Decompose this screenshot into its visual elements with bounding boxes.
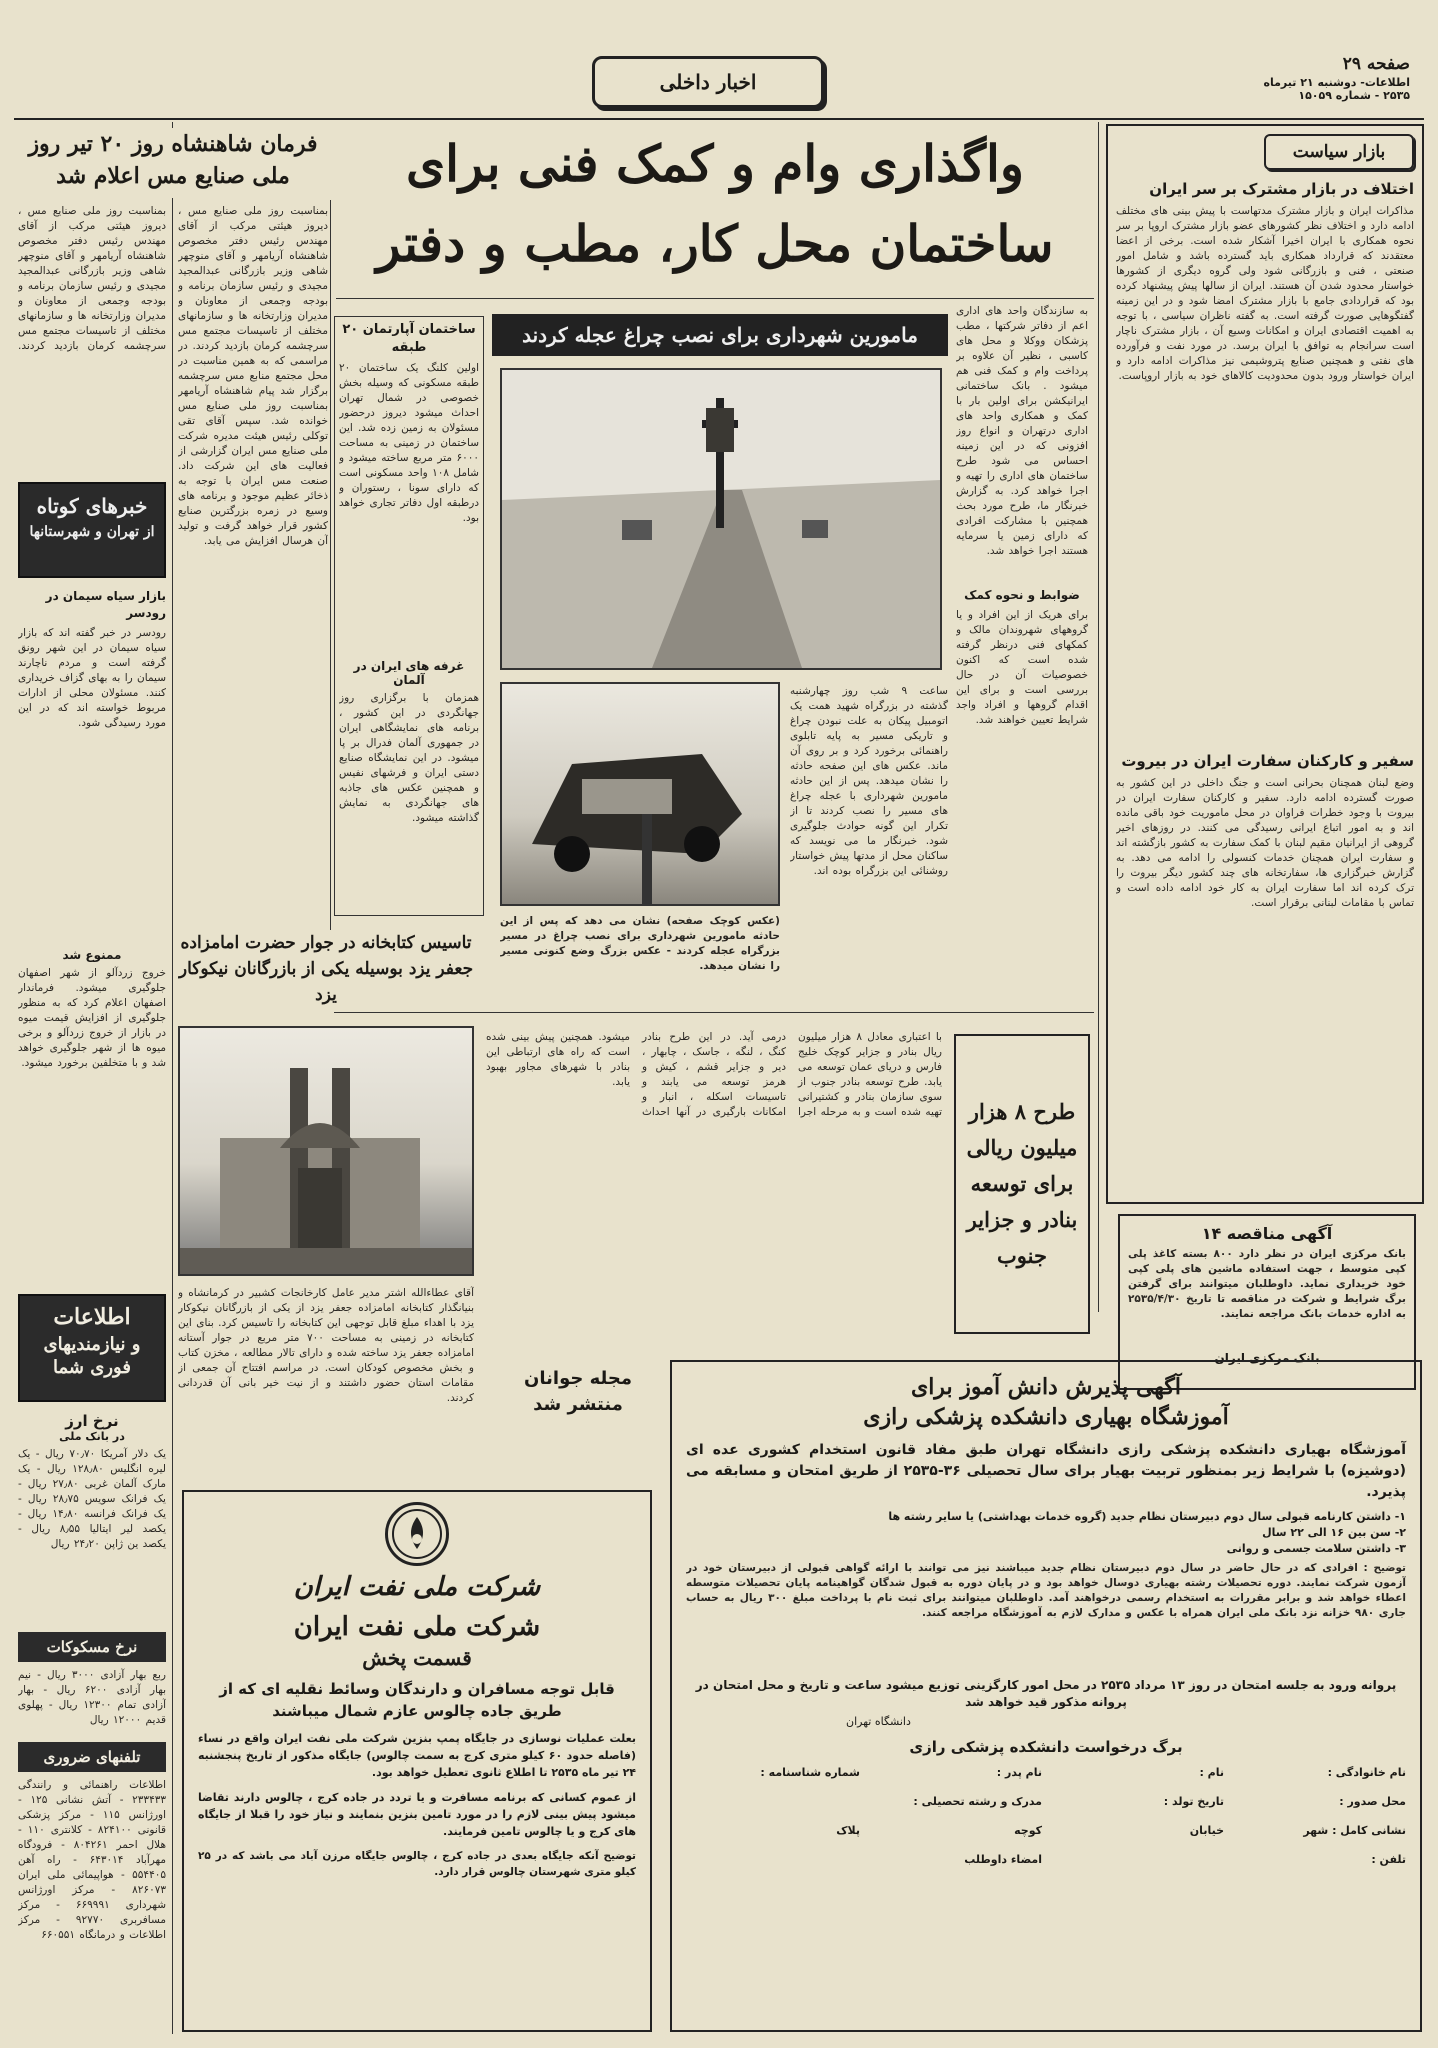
ports-title-box bbox=[954, 1034, 1090, 1334]
ports-title: طرح ۸ هزار میلیون ریالی برای توسعه بنادر و جزایر جنوب bbox=[966, 1099, 1078, 1268]
oil-company-script: شرکت ملی نفت ایران bbox=[293, 1572, 541, 1602]
market-title: اختلاف در بازار مشترک بر سر ایران bbox=[1149, 180, 1414, 198]
tender-body: بانک مرکزی ایران در نظر دارد ۸۰۰ بسته کاغذ پلی کپی متوسط ، جهت استفاده ماشین های پلی کپی خود خریداری نماید. داوطلبان میتوانند برای گرفتن برگ شرایط و شرکت در مناقصه تا تاریخ ۲۵۳۵/۴/۳۰ به اداره خدمات بانک مراجعه نمایند. bbox=[1128, 1248, 1406, 1320]
highway-photo bbox=[500, 368, 942, 670]
lamp-story-body: ساعت ۹ شب روز چهارشنبه گذشته در بزرگراه شهید همت یک اتومبیل پیکان به علت نبودن چراغ و تاریکی مسیر به پایه تابلوی راهنمائی برخورد کرد و بر روی آن ماند. عکس های این صفحه حادثه را نشان میدهد. پس از این حادثه مامورین شهرداری با عجله چراغ های مسیر را نصب کردند تا از تکرار این گونه حوادث جلوگیری شود. خبرنگار ما می نویسد که ساکنان محل از مدتها پیش خواستار روشنائی این بزرگراه بوده اند. bbox=[790, 685, 948, 877]
classifieds-line-3: فوری شما bbox=[53, 1357, 131, 1378]
form-field-alley: کوچه bbox=[1014, 1824, 1042, 1837]
short-news-item-title: ممنوع شد bbox=[62, 948, 122, 962]
form-field-name: نام : bbox=[1199, 1766, 1224, 1779]
lead-headline-line-2: ساختمان محل کار، مطب و دفتر bbox=[376, 214, 1054, 273]
admission-ad bbox=[670, 1360, 1422, 2032]
lead-sub-body: برای هریک از این افراد و یا گروههای شهروندان مالک و کمکهای فنی درنظر گرفته شده است که اکنون خصوصیات آن در حال بررسی است و برای این اقدام گروهها و افراد واجد شرایط تعیین خواهند شد. bbox=[956, 609, 1088, 726]
short-news-item-1 bbox=[18, 588, 166, 956]
page-number-block bbox=[1250, 54, 1410, 102]
beirut-title: سفیر و کارکنان سفارت ایران در بیروت bbox=[1121, 752, 1414, 770]
lead-body: به سازندگان واحد های اداری اعم از دفاتر شرکتها ، مطب پزشکان ووکلا و محل های کاسبی ، نظیر آن علاوه بر پرداخت وام و کمک فنی هم میشود . بانک ساختمانی ایرانیکشن برای اولین بار با کمک و همکاری واحد های اداری درتهران و انواع روز افزونی که در این زمینه احساس می شود طرح ساختمان های اداری را تهیه و اجرا خواهد کرد. به گزارش خبرنگار ما، طرح مورد بحث همچنین با مشارکت افرادی که دارای زمین یا سرمایه هستند اجرا خواهد شد. bbox=[956, 305, 1088, 557]
short-news-banner bbox=[18, 482, 166, 578]
currency-subtitle: در بانک ملی bbox=[59, 1430, 125, 1443]
lead-headline bbox=[340, 124, 1090, 294]
page-label: صفحه ۲۹ bbox=[1342, 54, 1410, 74]
market-politics bbox=[1106, 124, 1424, 1204]
classifieds-line-1: اطلاعات bbox=[53, 1304, 131, 1330]
form-field-id-number: شماره شناسنامه : bbox=[760, 1766, 860, 1779]
form-field-plate: پلاک bbox=[836, 1824, 860, 1837]
currency-block bbox=[18, 1412, 166, 1643]
admission-conditions bbox=[686, 1509, 1406, 1557]
oil-title: شرکت ملی نفت ایران bbox=[293, 1612, 541, 1642]
highway-illustration bbox=[502, 370, 940, 668]
flame-logo-icon bbox=[388, 1505, 446, 1563]
form-field-phone: تلفن : bbox=[1371, 1853, 1406, 1866]
phones-banner bbox=[18, 1742, 166, 1772]
form-field-birth-date: تاریخ تولد : bbox=[1163, 1795, 1224, 1808]
apartment-sub-body: همزمان با برگزاری روز جهانگردی در این کشور ، برنامه های نمایشگاهی ایران در جمهوری آلمان فدرال بر پا میشود. در این نمایشگاه صنایع دستی ایران و فرشهای نفیس و همچنین عکس های جاذبه های جهانگردی به نمایش گذاشته میشود. bbox=[339, 692, 479, 824]
phones-title: تلفنهای ضروری bbox=[43, 1748, 141, 1766]
ports-body: با اعتباری معادل ۸ هزار میلیون ریال بنادر و جزایر کوچک خلیج فارس و دریای عمان توسعه می یابد. طرح توسعه بنادر جنوب از سوی سازمان بنادر و کشتیرانی تهیه شده است و به مرحله اجرا درمی آید. در این طرح بنادر کنگ ، لنگه ، جاسک ، چابهار ، دیر و جزایر قشم ، کیش و هرمز توسعه می یابند و تاسیسات اسکله ، انبار و امکانات بارگیری در آنها احداث میشود. همچنین پیش بینی شده است که راه های ارتباطی این بنادر با شهرهای مجاور بهبود یابد. bbox=[486, 1031, 942, 1118]
copper-decree-headline: فرمان شاهنشاه روز ۲۰ تیر روز ملی صنایع مس اعلام شد bbox=[18, 128, 328, 198]
short-news-item-body: رودسر در خبر گفته اند که بازار سیاه سیمان در این شهر رونق گرفته است و مردم ناچارند سیمان را به بهای گزاف خریداری کنند. مسئولان محلی از ادارات مربوط خواسته اند که در این مورد رسیدگی شود. bbox=[18, 627, 166, 729]
phones-body: اطلاعات راهنمائی و رانندگی ۲۳۳۴۳۳ - آتش نشانی ۱۲۵ - اورژانس ۱۱۵ - مرکز پزشکی قانونی ۸۲۴۱۰۰ - کلانتری ۱۱۰ - هلال احمر ۸۰۴۲۶۱ - فرودگاه مهرآباد ۶۴۳۰۱۴ - راه آهن ۵۵۴۴۰۵ - هواپیمائی ملی ایران ۸۲۶۰۷۳ - مرکز اورژانس شهرداری ۶۶۹۹۹۱ - مرکز مسافربری ۹۲۷۷۰ - مرکز اطلاعات و درمانگاه ۶۶۰۵۵۱ bbox=[18, 1779, 166, 1941]
tender-signature: بانک مرکزی ایران bbox=[1214, 1351, 1320, 1365]
form-field-street: خیابان bbox=[1189, 1824, 1224, 1837]
form-field-signature: امضاء داوطلب bbox=[964, 1853, 1042, 1866]
admission-form-title: برگ درخواست دانشکده پزشکی رازی bbox=[909, 1738, 1183, 1756]
left-column bbox=[18, 122, 166, 2032]
market-section-box bbox=[1264, 134, 1414, 170]
short-news-banner-line-2: از تهران و شهرستانها bbox=[29, 524, 155, 540]
currency-body: یک دلار آمریکا ۷۰٫۷۰ ریال - یک لیره انگلیس ۱۲۸٫۸۰ ریال - یک مارک آلمان غربی ۲۷٫۸۰ ریال - یک فرانک سویس ۲۸٫۷۵ ریال - یک فرانک فرانسه ۱۴٫۸۰ ریال - یکصد لیر ایتالیا ۸٫۵۵ ریال - یکصد ین ژاپن ۲۴٫۲۰ ریال bbox=[18, 1448, 166, 1550]
form-field-father: نام پدر : bbox=[996, 1766, 1042, 1779]
page-header bbox=[18, 14, 1420, 114]
admission-exam-note: پروانه ورود به جلسه امتحان در روز ۱۳ مرداد ۲۵۳۵ در محل امور کارگزینی توزیع میشود ساعت و تاریخ و محل امتحان در پروانه مذکور قید خواهد شد bbox=[695, 1678, 1397, 1709]
apartment-story bbox=[334, 316, 484, 916]
tender-title: آگهی مناقصه ۱۴ bbox=[1201, 1224, 1333, 1243]
lead-headline-line-1: واگذاری وام و کمک فنی برای bbox=[405, 134, 1025, 193]
admission-condition: ۲- سن بین ۱۶ الی ۲۲ سال bbox=[1262, 1526, 1406, 1539]
copper-decree-body-col-1: بمناسبت روز ملی صنایع مس ، دیروز هیئتی مرکب از آقای مهندس رئیس دفتر مخصوص شاهنشاه آریامهر و آقای منوچهر شاهی وزیر بازرگانی عبدالمجید مجیدی و رئیس سازمان برنامه و بودجه وجمعی از معاونان و مدیران وزارتخانه ها و سازمانهای مختلف از تاسیسات مجتمع مس سرچشمه کرمان بازدید کردند. bbox=[18, 205, 166, 352]
library-body: آقای عطاءالله اشتر مدیر عامل کارخانجات کشبیر در کرمانشاه و بنیانگذار کتابخانه امامزاده جعفر یزد از یکی از بازرگانان نیکوکار یزد با اهداء مبلغ قابل توجهی این کتابخانه را تاسیس کرد. بنای این کتابخانه در زمینی به مساحت ۷۰۰ متر مربع در جوار آستانه امامزاده جعفر یزد ساخته شده و دارای تالار مطالعه ، مخزن کتاب و بخش مخصوص کودکان است. در مراسم افتتاح آن جمعی از مقامات استان حضور داشتند و از نیت خیر بانی آن قدردانی کردند. bbox=[178, 1287, 474, 1404]
apartment-body: اولین کلنگ یک ساختمان ۲۰ طبقه مسکونی که وسیله بخش خصوصی در شمال تهران احداث میشود دیروز درحضور مسئولان به زمین زده شد. این ساختمان در زمینی به مساحت ۶۰۰۰ متر مربع ساخته میشود و شامل ۱۰۸ واحد مسکونی است که دارای سونا ، رستوران و درطبقه اول دفاتر تجاری خواهد بود. bbox=[339, 362, 479, 524]
form-field-issue-place: محل صدور : bbox=[1339, 1795, 1406, 1808]
mosque-illustration bbox=[180, 1028, 472, 1274]
crashed-car-photo bbox=[500, 682, 780, 906]
short-news-banner-line-1: خبرهای کوتاه bbox=[36, 494, 148, 518]
admission-title-2: آموزشگاه بهیاری دانشکده پزشکی رازی bbox=[863, 1404, 1229, 1430]
oil-ad bbox=[182, 1490, 652, 2032]
oil-body: بعلت عملیات نوسازی در جایگاه پمپ بنزین شرکت ملی نفت ایران واقع در نساء (فاصله حدود ۶۰ کیلو متری کرج به سمت چالوس) جایگاه مذکور از تاریخ پنجشنبه ۲۴ تیر ماه ۲۵۳۵ تا اطلاع ثانوی تعطیل خواهد بود. bbox=[198, 1732, 636, 1779]
market-body: مذاکرات ایران و بازار مشترک مدتهاست با پیش بینی های مختلف ادامه دارد و اختلاف نظر کشورهای عضو بازار مشترک اروپا بر سر نحوه همکاری با ایران اخیرا آشکار شده است. برخی از اعضا معتقدند که قرارداد همکاری باید گسترده باشد و شامل امور صنعتی ، فنی و بازرگانی شود ولی گروه دیگری از کشورها خواستار محدود شدن آن هستند. ایران از سالها پیش پیشنهاد کرده بود که قراردادی جامع با بازار مشترک امضا شود و در این زمینه گفتگوهایی صورت گرفته است. به گفته ناظران سیاسی ، با توجه به اهمیت اقتصادی ایران و امکانات وسیع آن ، بازار مشترک ناچار است سرانجام به توافق با ایران برسد. در مورد نفت و فرآورده های نفتی و همچنین صنایع پتروشیمی نیز مذاکرات ادامه دارد و ایران خواستار ورود بدون محدودیت کالاهای خود به بازار اروپاست. bbox=[1116, 205, 1414, 382]
admission-title-1: آگهی پذیرش دانش آموز برای bbox=[910, 1374, 1182, 1400]
form-field-education: مدرک و رشته تحصیلی : bbox=[913, 1795, 1042, 1808]
magazine-title: مجله جوانان منتشر شد bbox=[524, 1368, 632, 1415]
apartment-title: ساختمان آپارتمان ۲۰ طبقه bbox=[342, 322, 476, 355]
currency-title: نرخ ارز bbox=[65, 1412, 119, 1430]
copper-decree-body-col-2: بمناسبت روز ملی صنایع مس ، دیروز هیئتی مرکب از آقای مهندس رئیس دفتر مخصوص شاهنشاه آریامهر و آقای منوچهر شاهی وزیر بازرگانی عبدالمجید مجیدی و رئیس سازمان برنامه و بودجه وجمعی از معاونان و مدیران وزارتخانه ها و سازمانهای مختلف از تاسیسات مجتمع مس سرچشمه کرمان بازدید کردند. در مراسمی که به همین مناسبت در محل مجتمع منابع مس سرچشمه برگزار شد پیام شاهنشاه آریامهر بمناسبت روز ملی صنایع مس خوانده شد. سپس آقای تقی توکلی رئیس هیئت مدیره شرکت ملی صنایع مس ایران گزارشی از فعالیت های این شرکت داد. صنعت مس ایران با توجه به ذخائر عظیم موجود و برنامه های وسیع در زمره بزرگترین صنایع کشور قرار خواهد گرفت و تولید آن هرسال افزایش می یابد. bbox=[178, 205, 328, 547]
magazine-notice bbox=[518, 1366, 638, 1418]
coins-banner bbox=[18, 1632, 166, 1662]
lamp-story-title: مامورین شهرداری برای نصب چراغ عجله کردند bbox=[492, 314, 948, 356]
date-line: اطلاعات- دوشنبه ۲۱ تیرماه bbox=[1263, 76, 1410, 89]
issue-line: ۲۵۳۵ - شماره ۱۵۰۵۹ bbox=[1298, 89, 1410, 102]
admission-form bbox=[686, 1766, 1406, 1866]
library-photo bbox=[178, 1026, 474, 1276]
lead-subheading: ضوابط و نحوه کمک bbox=[964, 588, 1080, 602]
car-illustration bbox=[502, 684, 778, 904]
apartment-subtitle: غرفه های ایران در آلمان bbox=[353, 659, 465, 687]
classifieds-banner bbox=[18, 1294, 166, 1402]
oil-footer: توضیح آنکه جایگاه بعدی در جاده کرج ، چالوس جایگاه مرزن آباد می باشد که در ۲۵ کیلو متری شهرستان چالوس قرار دارد. bbox=[198, 1850, 636, 1878]
classifieds-line-2: و نیازمندیهای bbox=[43, 1334, 141, 1355]
oil-notice: قابل توجه مسافران و دارندگان وسائط نقلیه ای که از طریق جاده چالوس عازم شمال میباشند bbox=[219, 1680, 615, 1720]
short-news-item-2 bbox=[18, 948, 166, 1276]
section-title-box bbox=[592, 56, 824, 108]
admission-body: توضیح : افرادی که در حال حاضر در سال دوم دبیرستان نظام جدید میباشند نیز می توانند با ارائه گواهی قبولی از دبیرستان خود در آزمون شرکت نمایند. دوره تحصیلات رشته بهیاری دوسال خواهد بود و در پایان دوره به قبول شدگان گواهینامه پایان تحصیلات متوسطه اعطاء خواهد شد و برابر مقررات به استخدام رسمی درخواهند آمد. داوطلبان میتوانند برای ثبت نام با پرداخت مبلغ ۳۰۰ ریال به حساب جاری ۹۸۰ خزانه نزد بانک ملی ایران همراه با عکس و مدارک لازم به آموزشگاه مراجعه کنند. bbox=[686, 1562, 1406, 1619]
coins-body: ربع بهار آزادی ۳۰۰۰ ریال - نیم بهار آزادی ۶۲۰۰ ریال - بهار آزادی تمام ۱۲۳۰۰ ریال - پهلوی قدیم ۱۲۰۰۰ ریال bbox=[18, 1669, 166, 1726]
lamp-story-caption: (عکس کوچک صفحه) نشان می دهد که پس از این حادثه مامورین شهرداری برای نصب چراغ در مسیر بزرگراه عجله کردند - عکس بزرگ وضع کنونی مسیر را نشان میدهد. bbox=[500, 915, 780, 972]
admission-intro: آموزشگاه بهیاری دانشکده پزشکی رازی دانشگاه تهران طبق مفاد قانون استخدام کشوری عده ای (دوشیزه) با شرایط زیر بمنظور تربیت بهیار برای سال تحصیلی ۳۶-۲۵۳۵ از طریق امتحان و مسابقه می پذیرد. bbox=[686, 1442, 1406, 1500]
oil-subtitle: قسمت پخش bbox=[362, 1646, 472, 1670]
oil-body-2: از عموم کسانی که برنامه مسافرت و یا تردد در جاده کرج ، چالوس دارند تقاضا میشود پیش بینی لازم را در مورد تامین بنزین بنمایند و نیاز خود را قبلا از جایگاه های کرج و یا چالوس تامین فرمایند. bbox=[198, 1791, 636, 1838]
short-news-item-body: خروج زردآلو از شهر اصفهان جلوگیری میشود. فرماندار اصفهان اعلام کرد که به منظور جلوگیری از افزایش قیمت میوه در بازار از خروج زردآلو و برخی میوه ها از شهر جلوگیری خواهد شد و با متخلفین برخورد میشود. bbox=[18, 967, 166, 1069]
library-title: تاسیس کتابخانه در جوار حضرت امامزاده جعفر یزد بوسیله یکی از بازرگانان نیکوکار یزد bbox=[178, 933, 474, 1005]
oil-logo bbox=[385, 1502, 449, 1566]
coins-title: نرخ مسکوکات bbox=[46, 1638, 138, 1656]
admission-condition: ۳- داشتن سلامت جسمی و روانی bbox=[1226, 1542, 1406, 1555]
form-field-lastname: نام خانوادگی : bbox=[1327, 1766, 1406, 1779]
beirut-body: وضع لبنان همچنان بحرانی است و جنگ داخلی در این کشور به صورت گسترده ادامه دارد. سفیر و کارکنان سفارت ایران در بیروت با وجود خطرات فراوان در محل ماموریت خود باقی مانده اند و به امور اتباع ایرانی رسیدگی می کنند. در روزهای اخیر گروهی از ایرانیان مقیم لبنان با کمک سفارت به کشور بازگشته اند و سفارت ایران همچنان خدمات کنسولی را ادامه می دهد. به گزارش خبرگزاری ها، سفارتخانه های چند کشور دیگر بیروت را ترک کرده اند اما سفارت ایران به کار خود ادامه داده است و تماس با مقامات لبنانی برقرار است. bbox=[1116, 777, 1414, 909]
admission-condition: ۱- داشتن کارنامه قبولی سال دوم دبیرستان نظام جدید (گروه خدمات بهداشتی) یا سایر رشته ها bbox=[888, 1510, 1406, 1523]
section-title: اخبار داخلی bbox=[659, 70, 757, 94]
admission-signature-small: دانشگاه تهران bbox=[846, 1715, 911, 1728]
ports-story bbox=[486, 1024, 1092, 1346]
market-section-label: بازار سیاست bbox=[1292, 142, 1386, 162]
short-news-item-title: بازار سیاه سیمان در رودسر bbox=[45, 589, 166, 620]
form-field-address-city: نشانی کامل : شهر bbox=[1303, 1824, 1406, 1837]
